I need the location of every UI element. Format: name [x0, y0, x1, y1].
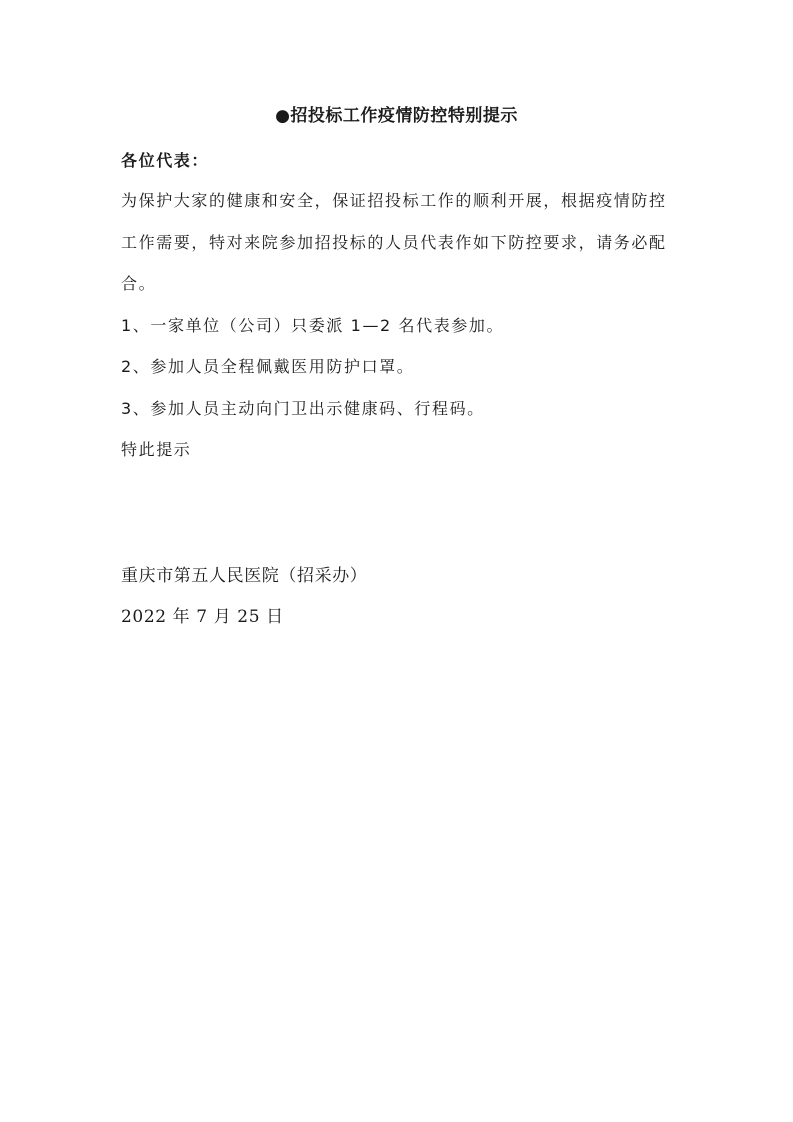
requirement-item-2: 2、参加人员全程佩戴医用防护口罩。 [121, 357, 415, 376]
body-paragraph-line-3: 合。 [121, 274, 157, 293]
requirement-item-1: 1、一家单位（公司）只委派 1—2 名代表参加。 [121, 316, 505, 335]
closing-remark: 特此提示 [121, 440, 192, 459]
body-paragraph-line-1: 为保护大家的健康和安全，保证招投标工作的顺利开展，根据疫情防控 [121, 191, 667, 210]
notice-title: ●招投标工作疫情防控特别提示 [275, 106, 518, 126]
signature-organization: 重庆市第五人民医院（招采办） [121, 566, 368, 586]
body-paragraph-line-2: 工作需要，特对来院参加招投标的人员代表作如下防控要求，请务必配 [121, 233, 667, 252]
salutation: 各位代表： [121, 151, 210, 170]
signature-date: 2022 年 7 月 25 日 [121, 607, 284, 627]
requirement-item-3: 3、参加人员主动向门卫出示健康码、行程码。 [121, 399, 485, 418]
